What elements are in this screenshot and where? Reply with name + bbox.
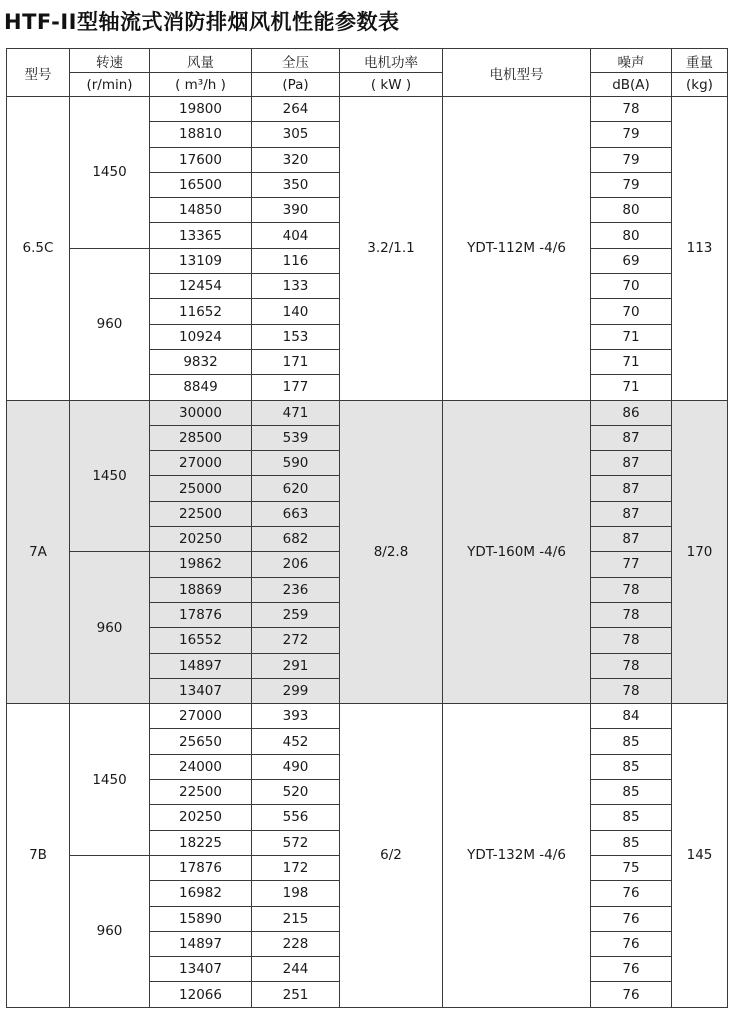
- power-cell: 3.2/1.1: [340, 97, 443, 401]
- airflow-cell: 17876: [150, 602, 252, 627]
- pressure-cell: 520: [252, 780, 340, 805]
- noise-cell: 79: [591, 122, 672, 147]
- airflow-cell: 14850: [150, 198, 252, 223]
- airflow-cell: 16552: [150, 628, 252, 653]
- pressure-cell: 305: [252, 122, 340, 147]
- motor-cell: YDT-160M -4/6: [443, 400, 591, 704]
- noise-cell: 84: [591, 704, 672, 729]
- noise-cell: 87: [591, 527, 672, 552]
- noise-cell: 78: [591, 602, 672, 627]
- noise-cell: 85: [591, 754, 672, 779]
- pressure-cell: 490: [252, 754, 340, 779]
- airflow-cell: 14897: [150, 653, 252, 678]
- noise-cell: 76: [591, 982, 672, 1007]
- pressure-cell: 171: [252, 349, 340, 374]
- noise-cell: 85: [591, 830, 672, 855]
- pressure-cell: 556: [252, 805, 340, 830]
- pressure-cell: 259: [252, 602, 340, 627]
- airflow-cell: 13407: [150, 678, 252, 703]
- pressure-cell: 251: [252, 982, 340, 1007]
- airflow-cell: 17600: [150, 147, 252, 172]
- noise-cell: 87: [591, 501, 672, 526]
- header-noise: 噪声: [591, 49, 672, 73]
- pressure-cell: 590: [252, 451, 340, 476]
- noise-cell: 78: [591, 97, 672, 122]
- pressure-cell: 393: [252, 704, 340, 729]
- pressure-cell: 404: [252, 223, 340, 248]
- airflow-cell: 9832: [150, 349, 252, 374]
- airflow-cell: 20250: [150, 527, 252, 552]
- pressure-cell: 663: [252, 501, 340, 526]
- noise-cell: 78: [591, 678, 672, 703]
- model-group-6-5c: [7, 97, 728, 401]
- table-row: [7, 97, 728, 122]
- airflow-cell: 18869: [150, 577, 252, 602]
- pressure-cell: 206: [252, 552, 340, 577]
- pressure-cell: 264: [252, 97, 340, 122]
- airflow-cell: 13109: [150, 248, 252, 273]
- airflow-cell: 12454: [150, 274, 252, 299]
- noise-cell: 87: [591, 425, 672, 450]
- header-noise-unit: dB(A): [591, 73, 672, 97]
- airflow-cell: 18225: [150, 830, 252, 855]
- noise-cell: 85: [591, 780, 672, 805]
- noise-cell: 75: [591, 855, 672, 880]
- power-cell: 6/2: [340, 704, 443, 1008]
- noise-cell: 71: [591, 375, 672, 400]
- page-title: HTF-II型轴流式消防排烟风机性能参数表: [4, 10, 400, 34]
- noise-cell: 85: [591, 805, 672, 830]
- airflow-cell: 27000: [150, 704, 252, 729]
- weight-cell: 113: [672, 97, 728, 401]
- pressure-cell: 236: [252, 577, 340, 602]
- noise-cell: 80: [591, 223, 672, 248]
- airflow-cell: 10924: [150, 324, 252, 349]
- speed-cell: 960: [70, 855, 150, 1007]
- model-cell: 6.5C: [7, 97, 70, 401]
- speed-cell: 960: [70, 248, 150, 400]
- airflow-cell: 13407: [150, 957, 252, 982]
- pressure-cell: 539: [252, 425, 340, 450]
- speed-cell: 1450: [70, 97, 150, 249]
- header-weight-unit: (kg): [672, 73, 728, 97]
- airflow-cell: 17876: [150, 855, 252, 880]
- noise-cell: 79: [591, 147, 672, 172]
- noise-cell: 79: [591, 172, 672, 197]
- pressure-cell: 452: [252, 729, 340, 754]
- noise-cell: 76: [591, 881, 672, 906]
- noise-cell: 71: [591, 349, 672, 374]
- header-power: 电机功率: [340, 49, 443, 73]
- speed-cell: 960: [70, 552, 150, 704]
- pressure-cell: 620: [252, 476, 340, 501]
- airflow-cell: 16500: [150, 172, 252, 197]
- noise-cell: 78: [591, 577, 672, 602]
- header-airflow-unit: ( m³/h ): [150, 73, 252, 97]
- noise-cell: 80: [591, 198, 672, 223]
- pressure-cell: 153: [252, 324, 340, 349]
- speed-cell: 1450: [70, 400, 150, 552]
- airflow-cell: 25000: [150, 476, 252, 501]
- motor-cell: YDT-132M -4/6: [443, 704, 591, 1008]
- airflow-cell: 25650: [150, 729, 252, 754]
- header-power-unit: ( kW ): [340, 73, 443, 97]
- pressure-cell: 140: [252, 299, 340, 324]
- pressure-cell: 272: [252, 628, 340, 653]
- airflow-cell: 28500: [150, 425, 252, 450]
- noise-cell: 78: [591, 628, 672, 653]
- noise-cell: 70: [591, 274, 672, 299]
- airflow-cell: 19862: [150, 552, 252, 577]
- speed-cell: 1450: [70, 704, 150, 856]
- pressure-cell: 471: [252, 400, 340, 425]
- header-pressure: 全压: [252, 49, 340, 73]
- noise-cell: 85: [591, 729, 672, 754]
- table-row: [7, 704, 728, 729]
- noise-cell: 70: [591, 299, 672, 324]
- weight-cell: 145: [672, 704, 728, 1008]
- weight-cell: 170: [672, 400, 728, 704]
- spec-table: [6, 48, 728, 1008]
- airflow-cell: 16982: [150, 881, 252, 906]
- pressure-cell: 572: [252, 830, 340, 855]
- airflow-cell: 11652: [150, 299, 252, 324]
- airflow-cell: 22500: [150, 780, 252, 805]
- pressure-cell: 228: [252, 931, 340, 956]
- model-cell: 7A: [7, 400, 70, 704]
- noise-cell: 76: [591, 957, 672, 982]
- pressure-cell: 390: [252, 198, 340, 223]
- noise-cell: 69: [591, 248, 672, 273]
- pressure-cell: 291: [252, 653, 340, 678]
- model-cell: 7B: [7, 704, 70, 1008]
- pressure-cell: 133: [252, 274, 340, 299]
- noise-cell: 87: [591, 476, 672, 501]
- header-airflow: 风量: [150, 49, 252, 73]
- airflow-cell: 15890: [150, 906, 252, 931]
- noise-cell: 86: [591, 400, 672, 425]
- model-group-7a: [7, 400, 728, 704]
- table-header: [7, 49, 728, 97]
- noise-cell: 77: [591, 552, 672, 577]
- pressure-cell: 215: [252, 906, 340, 931]
- pressure-cell: 320: [252, 147, 340, 172]
- pressure-cell: 172: [252, 855, 340, 880]
- pressure-cell: 198: [252, 881, 340, 906]
- header-model: 型号: [7, 49, 70, 97]
- airflow-cell: 24000: [150, 754, 252, 779]
- header-speed: 转速: [70, 49, 150, 73]
- airflow-cell: 19800: [150, 97, 252, 122]
- noise-cell: 76: [591, 906, 672, 931]
- motor-cell: YDT-112M -4/6: [443, 97, 591, 401]
- noise-cell: 78: [591, 653, 672, 678]
- header-speed-unit: (r/min): [70, 73, 150, 97]
- pressure-cell: 299: [252, 678, 340, 703]
- pressure-cell: 244: [252, 957, 340, 982]
- pressure-cell: 682: [252, 527, 340, 552]
- power-cell: 8/2.8: [340, 400, 443, 704]
- airflow-cell: 14897: [150, 931, 252, 956]
- table-row: [7, 400, 728, 425]
- noise-cell: 87: [591, 451, 672, 476]
- pressure-cell: 177: [252, 375, 340, 400]
- model-group-7b: [7, 704, 728, 1008]
- header-motor: 电机型号: [443, 49, 591, 97]
- airflow-cell: 18810: [150, 122, 252, 147]
- header-pressure-unit: (Pa): [252, 73, 340, 97]
- airflow-cell: 30000: [150, 400, 252, 425]
- airflow-cell: 12066: [150, 982, 252, 1007]
- header-weight: 重量: [672, 49, 728, 73]
- noise-cell: 71: [591, 324, 672, 349]
- airflow-cell: 22500: [150, 501, 252, 526]
- pressure-cell: 116: [252, 248, 340, 273]
- noise-cell: 76: [591, 931, 672, 956]
- airflow-cell: 13365: [150, 223, 252, 248]
- pressure-cell: 350: [252, 172, 340, 197]
- airflow-cell: 8849: [150, 375, 252, 400]
- airflow-cell: 20250: [150, 805, 252, 830]
- airflow-cell: 27000: [150, 451, 252, 476]
